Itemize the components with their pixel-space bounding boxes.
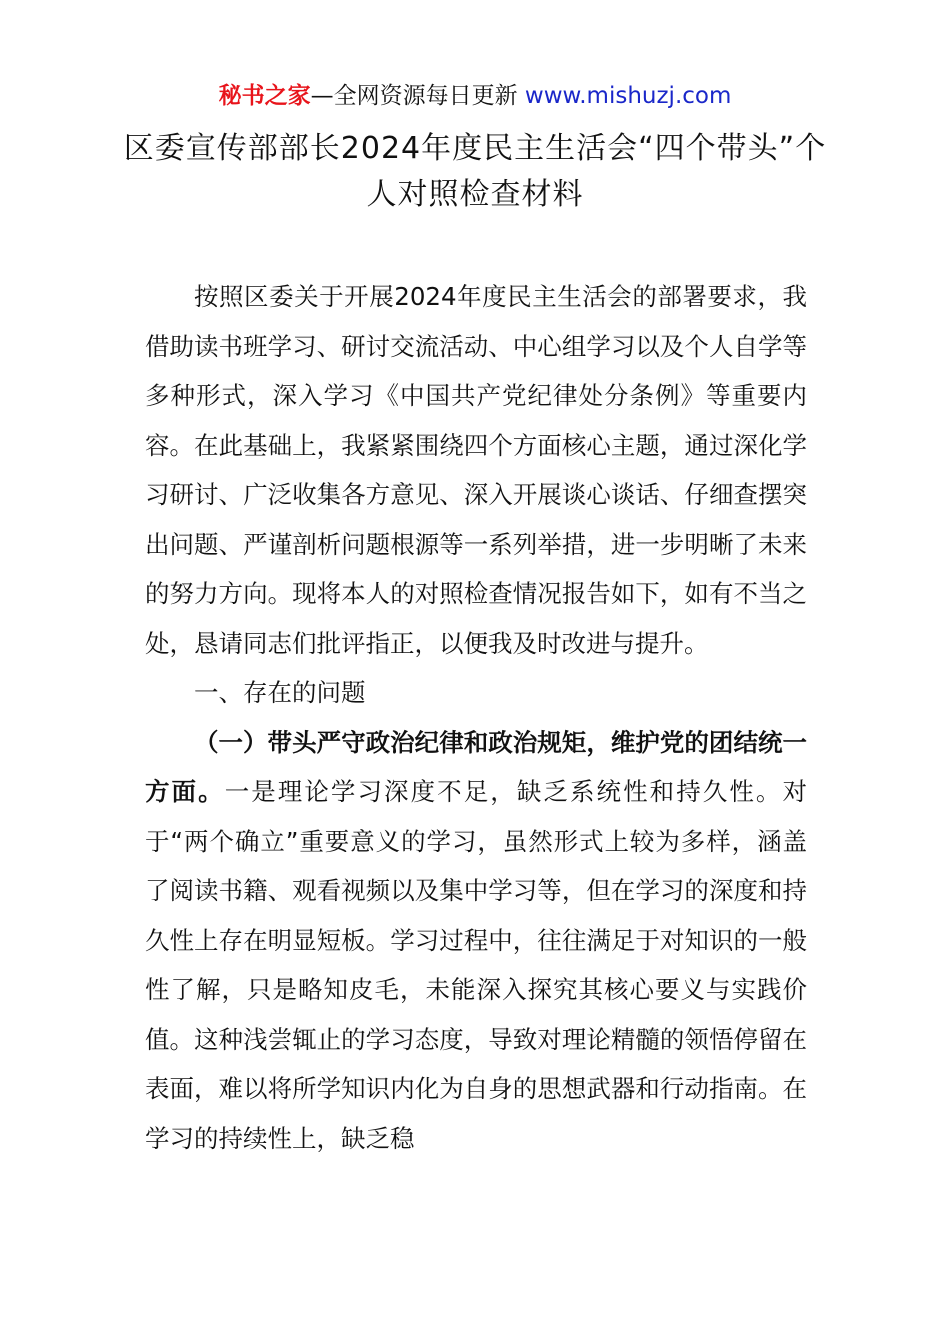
document-body (145, 272, 807, 1163)
header-tagline: —全网资源每日更新 (310, 83, 525, 109)
brand-name: 秘书之家 (218, 83, 311, 109)
intro-paragraph: 按照区委关于开展2024年度民主生活会的部署要求，我借助读书班学习、研讨交流活动、中心组学习以及个人自学等多种形式，深入学习《中国共产党纪律处分条例》等重要内容。在此基础上，我紧紧围绕四个方面核心主题，通过深化学习研讨、广泛收集各方意见、深入开展谈心谈话、仔细查摆突出问题、严谨剖析问题根源等一系列举措，进一步明晰了未来的努力方向。现将本人的对照检查情况报告如下，如有不当之处，恳请同志们批评指正，以便我及时改进与提升。 (145, 282, 807, 658)
subsection-body: 一是理论学习深度不足，缺乏系统性和持久性。对于“两个确立”重要意义的学习，虽然形式上较为多样，涵盖了阅读书籍、观看视频以及集中学习等，但在学习的深度和持久性上存在明显短板。学习过程中，往往满足于对知识的一般性了解，只是略知皮毛，未能深入探究其核心要义与实践价值。这种浅尝辄止的学习态度，导致对理论精髓的领悟停留在表面，难以将所学知识内化为自身的思想武器和行动指南。在学习的持续性上，缺乏稳 (145, 777, 807, 1153)
subsection-paragraph (145, 718, 807, 1164)
subsection-heading: （一）带头严守政治纪律和政治规矩，维护党的团结统一方面。 (145, 727, 807, 806)
section-heading: 一、存在的问题 (194, 678, 366, 707)
site-header (0, 80, 950, 112)
document-title: 区委宣传部部长2024年度民主生活会“四个带头”个人对照检查材料 (123, 131, 827, 212)
site-url-link[interactable]: www.mishuzj.com (524, 83, 732, 109)
